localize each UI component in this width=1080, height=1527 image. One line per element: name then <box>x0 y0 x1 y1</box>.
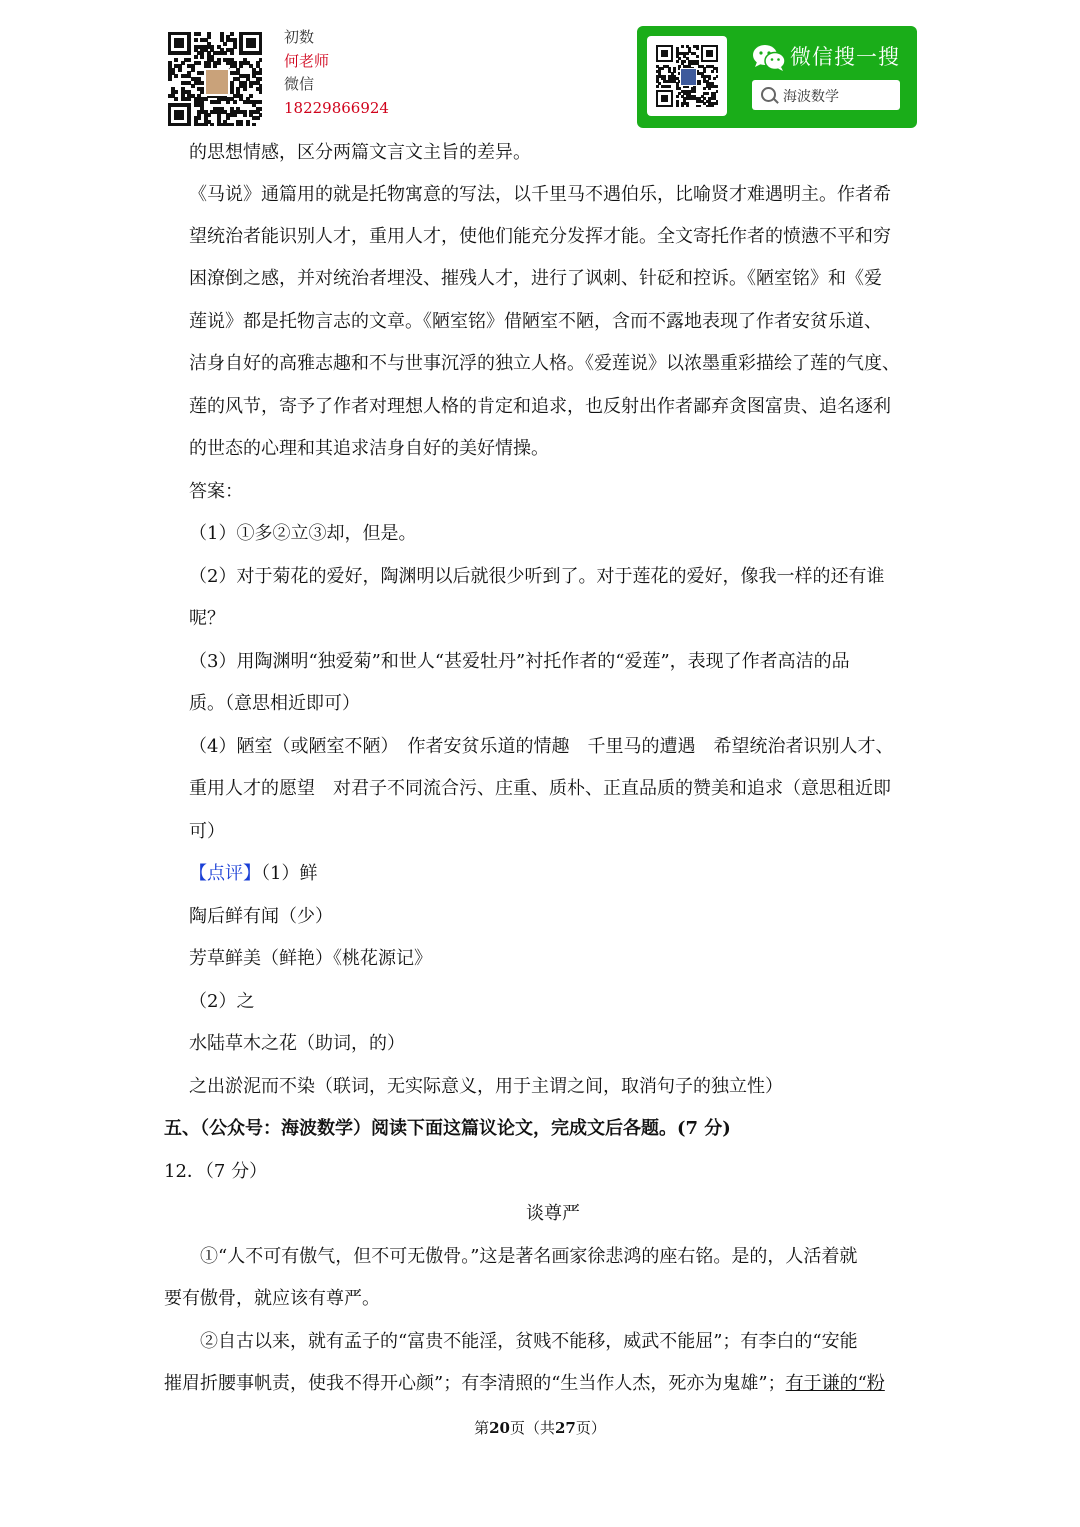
qr-module <box>178 68 182 72</box>
qr-module <box>197 32 201 36</box>
qr-module <box>243 87 247 91</box>
answer-line: 呢？ <box>189 608 225 629</box>
qr-module <box>698 105 701 107</box>
essay-line: 要有傲骨，就应该有尊严。 <box>164 1288 380 1309</box>
qr-module <box>174 58 178 62</box>
body-line: 望统治者能识别人才，重用人才，使他们能充分发挥才能。全文寄托作者的愤懑不平和穷 <box>189 226 891 247</box>
qr-code-right <box>656 45 718 107</box>
qr-module <box>716 70 718 73</box>
question-number: 12．（7 分） <box>164 1161 268 1182</box>
qr-module <box>200 55 204 59</box>
answer-line: （1）①多②立③却，但是。 <box>189 523 417 544</box>
essay-line: ①“人不可有傲气，但不可无傲骨。”这是著名画家徐悲鸿的座右铭。是的，人活着就 <box>200 1246 858 1267</box>
qr-module <box>716 85 718 88</box>
answer-line: （4）陋室（或陋室不陋） 作者安贫乐道的情趣 千里马的遭遇 希望统治者识别人才、 <box>189 736 894 757</box>
qr-module <box>676 95 679 98</box>
current-page-number: 20 <box>489 1419 510 1437</box>
qr-code-right-frame <box>647 36 727 116</box>
body-line: 的思想情感，区分两篇文言文主旨的差异。 <box>189 142 531 163</box>
qr-module <box>217 100 221 104</box>
qr-module <box>256 116 260 120</box>
comment-line: 芳草鲜美（鲜艳）《桃花源记》 <box>189 948 432 969</box>
contact-info <box>284 26 389 120</box>
section-heading: 五、（公众号：海波数学）阅读下面这篇议论文，完成文后各题。(7 分) <box>164 1118 731 1139</box>
body-line: 困潦倒之感，并对统治者埋没、摧残人才，进行了讽刺、针砭和控诉。《陋室铭》和《爱 <box>189 268 882 289</box>
qr-module <box>226 100 230 104</box>
comment-line: （2）之 <box>189 991 255 1012</box>
wechat-card-title: 微信搜一搜 <box>790 45 900 69</box>
qr-module <box>194 38 198 42</box>
body-line: 洁身自好的高雅志趣和不与世事沉浮的独立人格。《爱莲说》以浓墨重彩描绘了莲的气度、 <box>189 353 900 374</box>
qr-module <box>698 82 701 85</box>
qr-module <box>676 60 679 63</box>
qr-module <box>711 105 714 107</box>
body-line: 《马说》通篇用的就是托物寓意的写法，以千里马不遇伯乐，比喻贤才难遇明主。作者希 <box>189 184 891 205</box>
qr-code-left <box>168 32 262 126</box>
qr-module <box>708 87 711 90</box>
qr-module <box>246 123 250 126</box>
qr-module <box>656 85 659 88</box>
qr-finder-pattern <box>174 110 184 120</box>
qr-module <box>210 123 214 126</box>
qr-module <box>223 42 227 46</box>
qr-module <box>233 100 237 104</box>
header-wechat-label: 微信 <box>284 75 315 93</box>
wechat-search-card[interactable] <box>637 26 917 128</box>
wechat-icon <box>752 44 786 72</box>
answer-line: （2）对于菊花的爱好，陶渊明以后就很少听到了。对于莲花的爱好，像我一样的还有谁 <box>189 566 885 587</box>
qr-module <box>252 123 256 126</box>
body-line: 的世态的心理和其追求洁身自好的美好情操。 <box>189 438 549 459</box>
qr-avatar <box>680 68 697 86</box>
header-subject: 初数 <box>284 28 315 46</box>
qr-module <box>681 45 684 48</box>
qr-module <box>233 113 237 117</box>
body-line: 莲说》都是托物言志的文章。《陋室铭》借陋室不陋，含而不露地表现了作者安贫乐道、 <box>189 311 882 332</box>
qr-avatar <box>204 68 230 96</box>
total-page-number: 27 <box>555 1419 576 1437</box>
qr-module <box>174 97 178 101</box>
qr-module <box>249 84 253 88</box>
page-footer <box>0 1417 1080 1438</box>
qr-module <box>174 74 178 78</box>
qr-module <box>696 55 699 58</box>
wechat-search-box[interactable] <box>752 80 900 110</box>
comment-line: 之出淤泥而不染（联词，无实际意义，用于主谓之间，取消句子的独立性） <box>189 1076 783 1097</box>
qr-module <box>243 113 247 117</box>
footer-middle: 页（共 <box>509 1419 555 1437</box>
qr-module <box>230 51 234 55</box>
qr-module <box>681 105 684 107</box>
comment-first: （1）鲜 <box>261 863 318 884</box>
answer-line: 重用人才的愿望 对君子不同流合污、庄重、质朴、正直品质的赞美和追求（意思租近即 <box>189 778 891 799</box>
qr-module <box>686 105 689 107</box>
essay-title: 谈尊严 <box>526 1203 580 1224</box>
qr-module <box>259 100 262 104</box>
wechat-search-text: 海波数学 <box>783 89 839 105</box>
qr-module <box>168 77 172 81</box>
qr-module <box>259 90 262 94</box>
comment-line: 水陆草木之花（助词，的） <box>189 1033 405 1054</box>
qr-module <box>230 123 234 126</box>
answer-line: （3）用陶渊明“独爱菊”和世人“甚爱牡丹”衬托作者的“爱莲”，表现了作者高洁的品 <box>189 651 850 672</box>
qr-module <box>703 87 706 90</box>
qr-module <box>693 90 696 93</box>
qr-module <box>716 102 718 105</box>
answer-label: 答案： <box>189 481 243 502</box>
footer-suffix: 页） <box>575 1419 606 1437</box>
qr-finder-pattern <box>661 50 668 57</box>
qr-module <box>676 105 679 107</box>
header-phone: 18229866924 <box>284 98 389 117</box>
qr-finder-pattern <box>706 50 713 57</box>
comment-label: 【点评】 <box>189 863 261 884</box>
qr-module <box>191 84 195 88</box>
essay-line <box>164 1372 885 1396</box>
qr-module <box>239 123 243 126</box>
essay-underlined: 有于谦的“粉 <box>785 1373 885 1394</box>
qr-module <box>187 97 191 101</box>
body-line: 莲的风节，寄予了作者对理想人格的肯定和追求，也反射出作者鄙弃贪图富贵、追名逐利 <box>189 396 891 417</box>
qr-module <box>223 51 227 55</box>
essay-line: ②自古以来，就有孟子的“富贵不能淫，贫贱不能移，威武不能屈”；有李白的“安能 <box>200 1331 858 1352</box>
qr-module <box>259 71 262 75</box>
qr-finder-pattern <box>174 38 184 48</box>
comment-line: 陶后鲜有闻（少） <box>189 906 333 927</box>
qr-module <box>204 123 208 126</box>
essay-line-text: 摧眉折腰事帆责，使我不得开心颜”；有李清照的“生当作人杰，死亦为鬼雄”； <box>164 1373 786 1394</box>
footer-prefix: 第 <box>474 1419 490 1437</box>
qr-module <box>668 85 671 88</box>
qr-module <box>696 47 699 50</box>
qr-module <box>706 92 709 95</box>
qr-module <box>194 55 198 59</box>
qr-module <box>197 61 201 65</box>
search-icon <box>761 87 776 102</box>
header-teacher: 何老师 <box>284 51 330 70</box>
qr-finder-pattern <box>661 95 668 102</box>
qr-module <box>187 58 191 62</box>
comment-line <box>189 862 317 886</box>
qr-module <box>711 70 714 73</box>
answer-line: 可） <box>189 821 225 842</box>
qr-finder-pattern <box>246 38 256 48</box>
qr-module <box>713 77 716 80</box>
answer-line: 质。（意思相近即可） <box>189 693 360 714</box>
